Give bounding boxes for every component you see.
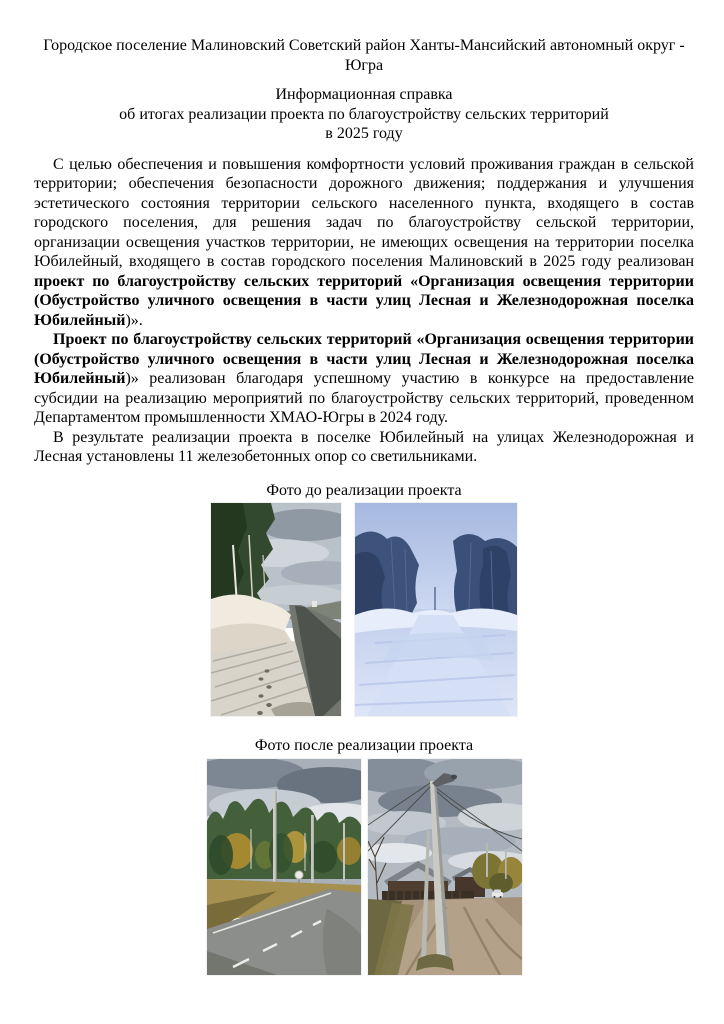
paragraph-2-tail: )» реализован благодаря успешному участию в конкурсе на предоставление субсидии на реализацию мероприятий по благоустройству сельских территорий, проведенном Департаментом промышленности ХМАО-Югры в 2024 году. xyxy=(34,370,694,426)
photo-paved-road-with-new-concrete-poles xyxy=(207,759,361,975)
body-text xyxy=(34,155,694,467)
caption-before-photos: Фото до реализации проекта xyxy=(266,481,462,499)
caption-after-photos: Фото после реализации проекта xyxy=(254,737,474,754)
doc-title-block xyxy=(34,85,694,144)
photo-snowy-road-blue-twilight xyxy=(355,503,517,716)
doc-title-line2: об итогах реализации проекта по благоустройству сельских территорий xyxy=(119,105,609,123)
paragraph-1-regular: С целью обеспечения и повышения комфортности условий проживания граждан в сельской территории; обеспечения безопасности дорожного движения; поддержания и улучшения эстетического состояния территории сельского населенного пункта, входящего в состав городского поселения, для решения задач по благоустройству сельской территории, организации освещения участков территории, не имеющих освещения на территории поселка Юбилейный, входящего в состав городского поселения Малиновский в 2025 году реализован xyxy=(34,155,694,270)
paragraph-2-bold: Проект по благоустройству сельских территорий «Организация освещения территории (Обустройство уличного освещения в части улиц Лесная и Железнодорожная поселка Юбилейный xyxy=(34,331,694,387)
photo-winter-road-pine-forest xyxy=(211,503,341,716)
paragraph-1-tail: )». xyxy=(125,311,143,329)
paragraph-2 xyxy=(34,330,694,428)
photo-row-after xyxy=(34,759,694,975)
photo-row-before xyxy=(34,503,694,716)
doc-header: Городское поселение Малиновский Советский район Ханты-Мансийский автономный округ - Югра xyxy=(43,37,685,74)
photo-dirt-street-concrete-pole-streetlight xyxy=(368,759,522,975)
doc-title-line3: в 2025 году xyxy=(325,125,403,142)
doc-title-line1: Информационная справка xyxy=(275,86,453,103)
paragraph-1 xyxy=(34,155,694,331)
paragraph-3: В результате реализации проекта в поселке Юбилейный на улицах Железнодорожная и Лесная установлены 11 железобетонных опор со светильниками. xyxy=(34,428,694,465)
paragraph-1-bold: проект по благоустройству сельских территорий «Организация освещения территории (Обустройство уличного освещения в части улиц Лесная и Железнодорожная поселка Юбилейный xyxy=(34,272,694,329)
